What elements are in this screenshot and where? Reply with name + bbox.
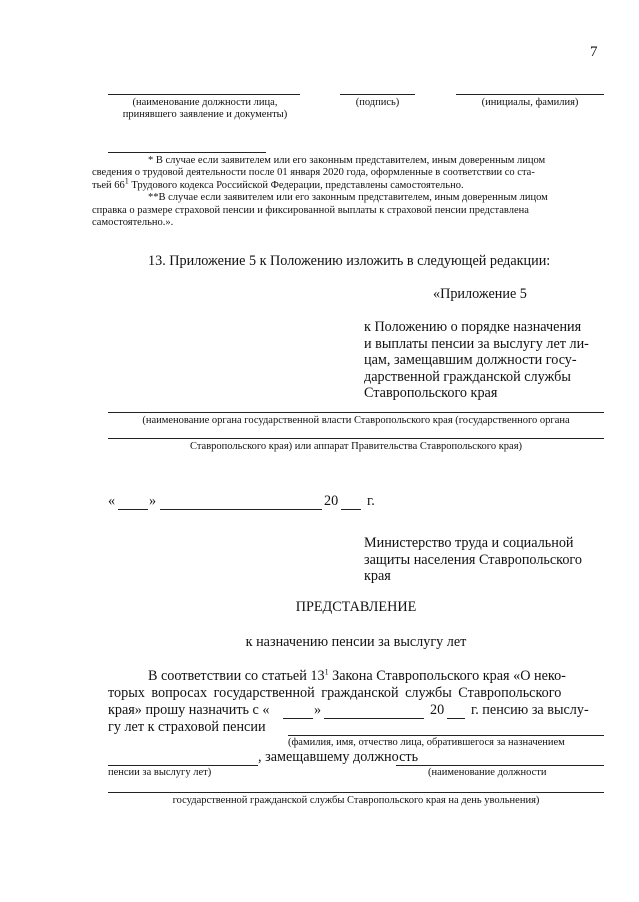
- main-line5: , замещавшему должность: [258, 749, 419, 765]
- footnote-1-line1: * В случае если заявителем или его законным представителем, иным доверенным лицом: [148, 155, 546, 166]
- initials-line: [456, 94, 604, 95]
- footnote-2-line2: справка о размере страховой пенсии и фиксированной выплаты к страховой пенсии представлена: [92, 204, 529, 216]
- main-line5-name-blank: [108, 765, 258, 766]
- amendment-heading: 13. Приложение 5 к Положению изложить в следующей редакции:: [148, 253, 551, 269]
- recipient-line1: Министерство труда и социальной: [364, 535, 574, 551]
- date-close-quote: »: [149, 493, 157, 509]
- date-year-suffix: г.: [367, 493, 375, 509]
- caption-bottom: государственной гражданской службы Ставропольского края на день увольнения): [172, 795, 540, 806]
- footnote-separator: [108, 152, 266, 153]
- org-caption-line1: (наименование органа государственной власти Ставропольского края (государственного органа: [142, 415, 570, 426]
- main-line3-d: г. пенсию за выслу-: [471, 702, 589, 718]
- main-line3-year-blank: [447, 718, 465, 719]
- footnotes: [92, 155, 604, 229]
- main-line3-day-blank: [283, 718, 313, 719]
- main-line3-c: 20: [430, 702, 445, 718]
- date-open-quote: «: [108, 493, 116, 509]
- date-month-blank: [160, 509, 322, 510]
- footnote-1-line3-pre: тьей 66: [92, 179, 125, 191]
- recipient: [364, 535, 606, 585]
- main-line1-sup: 1: [324, 667, 329, 677]
- footnote-1-line3-post: Трудового кодекса Российской Федерации, представлены самостоятельно.: [128, 179, 464, 191]
- appendix-ref-line4: дарственной гражданской службы: [364, 368, 571, 385]
- caption-position: (наименование должности: [428, 767, 547, 778]
- date-field: [108, 493, 428, 513]
- page-number: 7: [590, 44, 598, 60]
- main-line1-post: Закона Ставропольского края «О неко-: [328, 668, 566, 684]
- caption-pension: пенсии за выслугу лет): [108, 767, 212, 778]
- org-line-2: [108, 438, 604, 439]
- footnote-1-sup: 1: [124, 176, 129, 186]
- signature-line: [340, 94, 415, 95]
- position-signature-line: [108, 94, 300, 95]
- main-paragraph: [108, 668, 608, 808]
- date-day-blank: [118, 509, 148, 510]
- appendix-title: «Приложение 5: [433, 286, 527, 302]
- main-line2: торых вопросах государственной гражданской службы Ставропольского: [108, 685, 562, 701]
- footnote-2-line3: самостоятельно.».: [92, 217, 174, 229]
- main-bottom-line: [108, 792, 604, 793]
- doc-title: ПРЕДСТАВЛЕНИЕ: [295, 599, 417, 615]
- position-caption-line1: (наименование должности лица,: [132, 97, 278, 108]
- main-line1-pre: В соответствии со статьей 13: [148, 668, 325, 684]
- doc-subtitle: к назначению пенсии за выслугу лет: [245, 634, 467, 650]
- main-line1: [148, 668, 604, 685]
- main-line3-month-blank: [324, 718, 424, 719]
- appendix-reference: [364, 319, 606, 402]
- main-line3-b: »: [314, 702, 322, 718]
- appendix-ref-line3: цам, замещавшим должности госу-: [364, 352, 577, 368]
- caption-fio: (фамилия, имя, отчество лица, обратившегося за назначением: [288, 737, 565, 748]
- footnote-1-line2: сведения о трудовой деятельности после 01 января 2020 года, оформленные в соответствии со ста-: [92, 167, 535, 179]
- org-caption-line2: Ставропольского края) или аппарат Правительства Ставропольского края): [189, 441, 523, 452]
- main-line4: гу лет к страховой пенсии: [108, 719, 266, 735]
- initials-caption: (инициалы, фамилия): [481, 97, 579, 108]
- position-caption: [100, 97, 310, 121]
- main-line3-a: края» прошу назначить с «: [108, 702, 270, 718]
- position-caption-line2: принявшего заявление и документы): [122, 109, 288, 120]
- main-line4-name-blank: [288, 735, 604, 736]
- footnote-2-line1: **В случае если заявителем или его законным представителем, иным доверенным лицом: [148, 192, 548, 204]
- appendix-ref-line2: и выплаты пенсии за выслугу лет ли-: [364, 335, 589, 352]
- main-line5-position-blank: [396, 765, 604, 766]
- appendix-ref-line1: к Положению о порядке назначения: [364, 319, 582, 335]
- signature-caption: (подпись): [355, 97, 400, 108]
- date-year-blank: [341, 509, 361, 510]
- recipient-line2: защиты населения Ставропольского: [364, 551, 582, 568]
- date-year-prefix: 20: [324, 493, 339, 509]
- appendix-ref-line5: Ставропольского края: [364, 385, 498, 401]
- recipient-line3: края: [364, 568, 391, 584]
- org-line-1: [108, 412, 604, 413]
- footnote-1-line3: [92, 176, 604, 192]
